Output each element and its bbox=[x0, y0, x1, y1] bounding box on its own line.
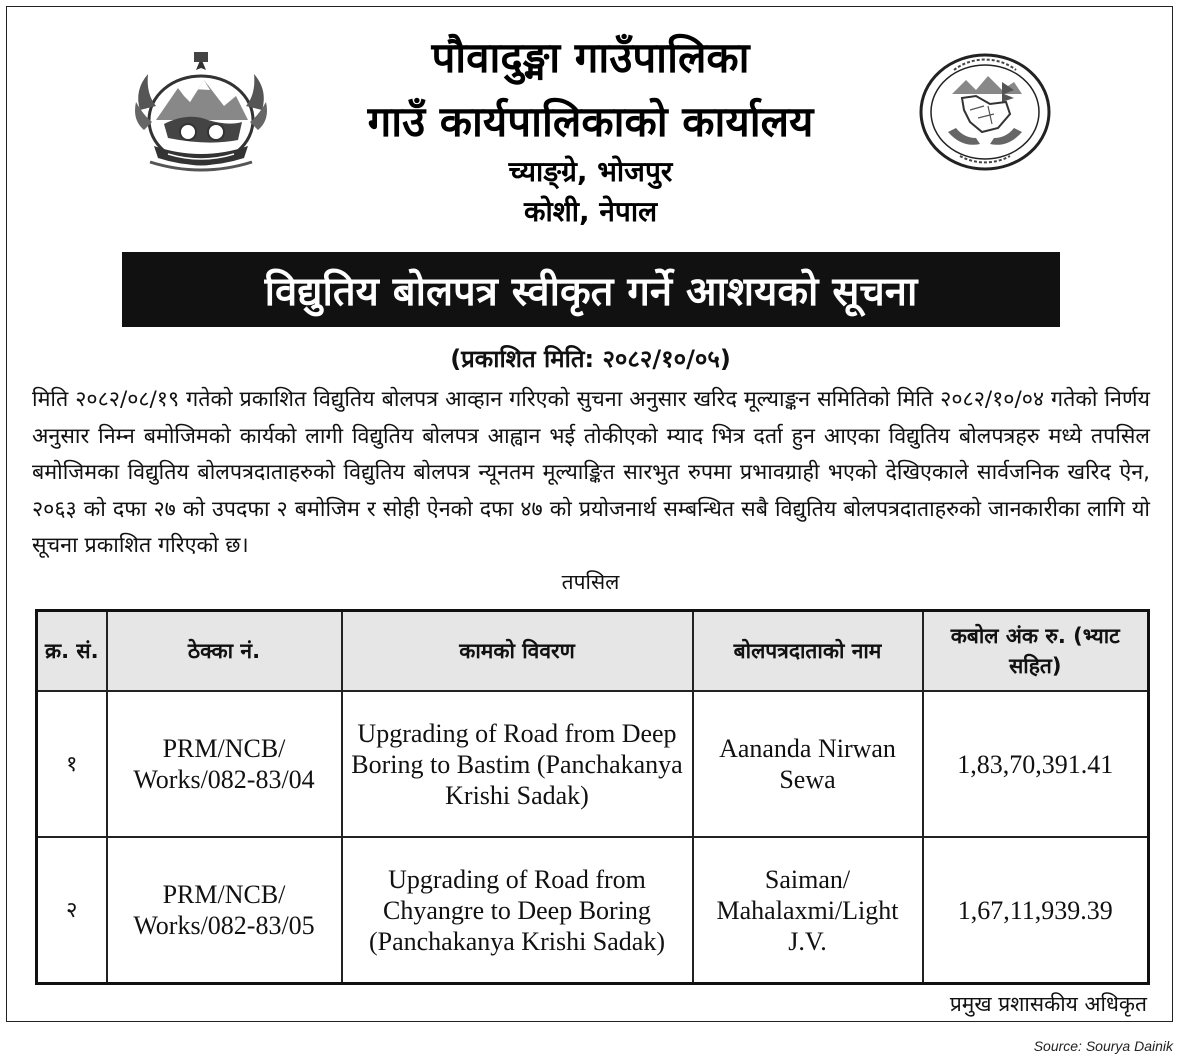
row-bidder-name: Aananda Nirwan Sewa bbox=[693, 691, 923, 837]
row-work-description: Upgrading of Road from Chyangre to Deep Boring (Panchakanya Krishi Sadak) bbox=[342, 837, 693, 984]
source-credit: Source: Sourya Dainik bbox=[1033, 1038, 1173, 1054]
office-name: गाउँ कार्यपालिकाको कार्यालय bbox=[367, 97, 814, 146]
office-location: च्याङ्ग्रे, भोजपुर bbox=[508, 155, 673, 188]
header-bidder-name: बोलपत्रदाताको नाम bbox=[693, 611, 923, 692]
header-work-description: कामको विवरण bbox=[342, 611, 693, 692]
published-date: (प्रकाशित मिति: २०८२/१०/०५) bbox=[450, 345, 731, 373]
notice-title: विद्युतिय बोलपत्र स्वीकृत गर्ने आशयको सूचना bbox=[264, 269, 918, 315]
awards-table bbox=[35, 609, 1150, 985]
row-bid-amount: 1,83,70,391.41 bbox=[923, 691, 1149, 837]
municipality-name: पौवादुङ्मा गाउँपालिका bbox=[431, 33, 750, 82]
row-work-description: Upgrading of Road from Deep Boring to Bastim (Panchakanya Krishi Sadak) bbox=[342, 691, 693, 837]
row-contract-no: PRM/NCB/ Works/082-83/05 bbox=[107, 837, 342, 984]
table-header-row bbox=[37, 611, 1149, 692]
signatory: प्रमुख प्रशासकीय अधिकृत bbox=[949, 992, 1147, 1016]
header-contract-no: ठेक्का नं. bbox=[107, 611, 342, 692]
schedule-label: तपसिल bbox=[561, 570, 620, 594]
office-province: कोशी, नेपाल bbox=[523, 195, 658, 228]
row-bid-amount: 1,67,11,939.39 bbox=[923, 837, 1149, 984]
row-contract-no: PRM/NCB/ Works/082-83/04 bbox=[107, 691, 342, 837]
table-row bbox=[37, 691, 1149, 837]
row-sn: १ bbox=[37, 691, 107, 837]
header-bid-amount: कबोल अंक रु. (भ्याट सहित) bbox=[923, 611, 1149, 692]
row-sn: २ bbox=[37, 837, 107, 984]
header-sn: क्र. सं. bbox=[37, 611, 107, 692]
row-bidder-name: Saiman/ Mahalaxmi/Light J.V. bbox=[693, 837, 923, 984]
table-row bbox=[37, 837, 1149, 984]
notice-title-banner bbox=[122, 252, 1060, 327]
notice-body: मिति २०८२/०८/१९ गतेको प्रकाशित विद्युतिय बोलपत्र आव्हान गरिएको सुचना अनुसार खरिद मूल्याङ्कन समितिको मिति २०८२/१०/०४ गतेको निर्णय अनुसार निम्न बमोजिमको कार्यको लागी विद्युतिय बोलपत्र आह्वान भई तोकीएको म्याद भित्र दर्ता हुन आएका विद्युतिय बोलपत्रहरु मध्ये तपसिल बमोजिमका विद्युतिय बोलपत्रदाताहरुको विद्युतिय बोलपत्र न्यूनतम मूल्याङ्कित सारभुत रुपमा प्रभावग्राही भएको देखिएकाले सार्वजनिक खरिद ऐन, २०६३ को दफा २७ को उपदफा २ बमोजिम र सोही ऐनको दफा ४७ को प्रयोजनार्थ सम्बन्धित सबै विद्युतिय बोलपत्रदाताहरुको जानकारीका लागि यो सूचना प्रकाशित गरिएको छ। bbox=[32, 387, 1150, 558]
